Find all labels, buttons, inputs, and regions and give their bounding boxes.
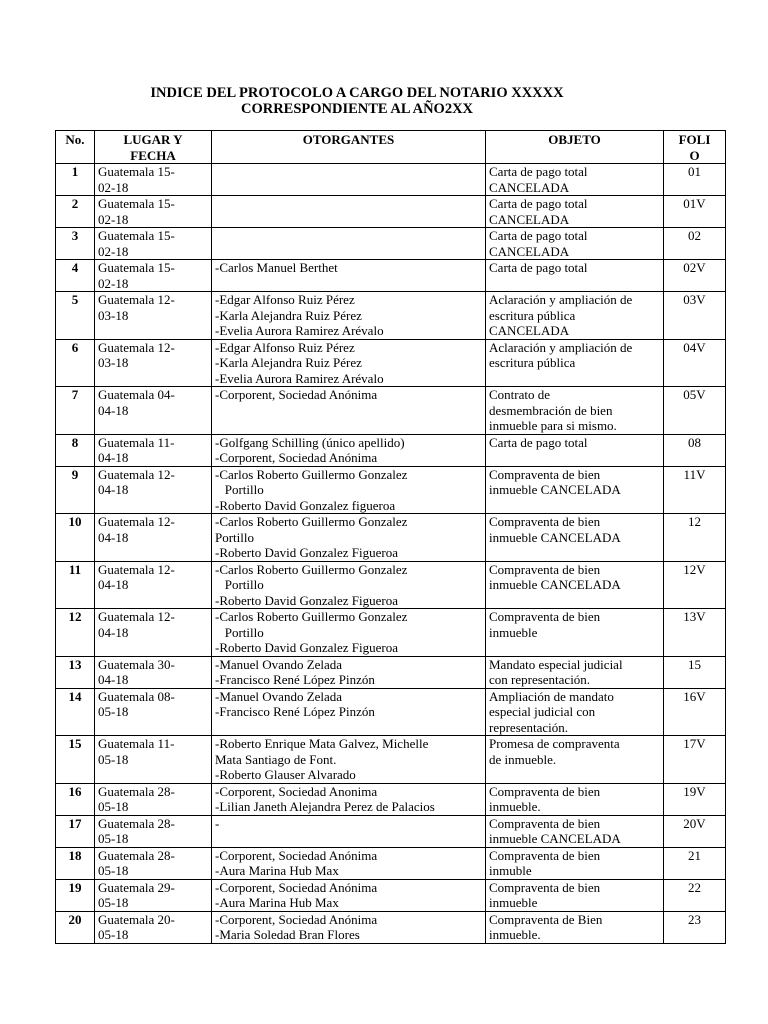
table-row — [56, 292, 726, 340]
header-fecha-line: FECHA — [130, 147, 176, 163]
cell-objeto — [486, 783, 664, 815]
cell-objeto-line: de inmueble. — [489, 751, 557, 767]
cell-objeto — [486, 736, 664, 784]
cell-objeto-line: Promesa de compraventa — [489, 736, 620, 751]
cell-no: 15 — [56, 736, 95, 784]
cell-lugar-fecha — [95, 879, 212, 911]
cell-no: 7 — [56, 387, 95, 435]
cell-objeto — [486, 609, 664, 657]
cell-objeto-line: inmueble para si mismo. — [489, 418, 617, 433]
cell-lugar-fecha — [95, 911, 212, 943]
cell-otorgantes-line: -Golfgang Schilling (único apellido) — [215, 434, 405, 450]
cell-objeto-line: inmueble — [489, 895, 538, 910]
cell-lugar-fecha — [95, 228, 212, 260]
cell-folio: 15 — [664, 656, 726, 688]
cell-otorgantes — [212, 466, 486, 514]
cell-lugar-fecha-line: 04-18 — [98, 624, 129, 640]
cell-folio: 05V — [664, 387, 726, 435]
cell-otorgantes-line: -Evelia Aurora Ramirez Arévalo — [215, 323, 384, 338]
cell-lugar-fecha-line: 05-18 — [98, 895, 129, 910]
cell-otorgantes-line: -Corporent, Sociedad Anónima — [215, 879, 378, 895]
cell-objeto-line: CANCELADA — [489, 243, 570, 259]
cell-otorgantes-line: -Carlos Roberto Guillermo Gonzalez — [215, 514, 408, 529]
cell-otorgantes — [212, 228, 486, 260]
cell-no: 13 — [56, 656, 95, 688]
cell-objeto — [486, 815, 664, 847]
table-body — [56, 164, 726, 944]
cell-objeto-line: Contrato de — [489, 387, 551, 402]
cell-otorgantes-line: -Roberto David Gonzalez Figueroa — [215, 592, 399, 608]
cell-folio: 04V — [664, 339, 726, 387]
cell-otorgantes — [212, 387, 486, 435]
cell-no: 14 — [56, 688, 95, 736]
cell-objeto-line: inmueble CANCELADA — [489, 577, 621, 592]
cell-lugar-fecha-line: Guatemala 12- — [98, 292, 175, 307]
cell-lugar-fecha — [95, 561, 212, 609]
cell-objeto-line: Compraventa de bien — [489, 466, 601, 482]
cell-no: 6 — [56, 339, 95, 387]
cell-otorgantes — [212, 783, 486, 815]
cell-objeto — [486, 879, 664, 911]
cell-objeto-line: Ampliación de mandato — [489, 688, 614, 704]
cell-otorgantes — [212, 561, 486, 609]
table-row — [56, 260, 726, 292]
header-folio-line-1: FOLI — [678, 132, 711, 147]
header-otorgantes: OTORGANTES — [212, 131, 486, 164]
cell-otorgantes — [212, 656, 486, 688]
cell-objeto-line: desmembración de bien — [489, 402, 613, 418]
table-row — [56, 847, 726, 879]
cell-lugar-fecha-line: 05-18 — [98, 831, 129, 846]
cell-objeto-line: Compraventa de bien — [489, 609, 601, 624]
cell-lugar-fecha-line: 04-18 — [98, 402, 129, 418]
header-objeto: OBJETO — [486, 131, 664, 164]
cell-otorgantes-line: -Maria Soledad Bran Flores — [215, 927, 360, 942]
cell-lugar-fecha — [95, 196, 212, 228]
cell-lugar-fecha-line: Guatemala 29- — [98, 879, 175, 895]
cell-otorgantes-line: -Roberto Enrique Mata Galvez, Michelle — [215, 736, 429, 751]
cell-folio: 12V — [664, 561, 726, 609]
cell-objeto-line: Carta de pago total — [489, 164, 588, 179]
title-line-2: CORRESPONDIENTE AL AÑO2XX — [240, 101, 474, 117]
cell-lugar-fecha-line: 03-18 — [98, 307, 129, 323]
table-row — [56, 688, 726, 736]
cell-lugar-fecha-line: Guatemala 28- — [98, 815, 175, 831]
cell-objeto-line: Compraventa de bien — [489, 514, 601, 529]
cell-otorgantes-line: -Aura Marina Hub Max — [215, 863, 339, 878]
cell-lugar-fecha — [95, 466, 212, 514]
cell-lugar-fecha-line: Guatemala 12- — [98, 609, 175, 624]
table-row — [56, 561, 726, 609]
table-row — [56, 196, 726, 228]
cell-lugar-fecha — [95, 164, 212, 196]
cell-lugar-fecha — [95, 736, 212, 784]
cell-lugar-fecha-line: 02-18 — [98, 275, 129, 291]
cell-objeto-line: inmueble. — [489, 927, 541, 942]
cell-objeto — [486, 339, 664, 387]
cell-objeto-line: Compraventa de bien — [489, 879, 601, 895]
cell-otorgantes — [212, 196, 486, 228]
header-folio — [664, 131, 726, 164]
cell-lugar-fecha-line: Guatemala 11- — [98, 434, 175, 450]
cell-otorgantes-line: -Corporent, Sociedad Anonima — [215, 783, 378, 799]
cell-folio: 08 — [664, 434, 726, 466]
cell-no: 5 — [56, 292, 95, 340]
cell-no: 11 — [56, 561, 95, 609]
cell-objeto — [486, 911, 664, 943]
table-row — [56, 609, 726, 657]
cell-otorgantes — [212, 292, 486, 340]
cell-otorgantes-line: -Corporent, Sociedad Anónima — [215, 387, 378, 402]
cell-objeto — [486, 434, 664, 466]
cell-lugar-fecha-line: Guatemala 15- — [98, 196, 175, 211]
cell-objeto-line: Mandato especial judicial — [489, 656, 623, 672]
cell-no: 2 — [56, 196, 95, 228]
cell-no: 18 — [56, 847, 95, 879]
header-row — [56, 131, 726, 164]
cell-folio: 03V — [664, 292, 726, 340]
cell-lugar-fecha-line: 05-18 — [98, 704, 129, 719]
cell-objeto-line: Compraventa de Bien — [489, 911, 603, 927]
cell-no: 1 — [56, 164, 95, 196]
cell-otorgantes-line: -Aura Marina Hub Max — [215, 895, 339, 910]
table-row — [56, 434, 726, 466]
cell-folio: 12 — [664, 514, 726, 562]
cell-otorgantes-line: -Evelia Aurora Ramirez Arévalo — [215, 370, 384, 386]
cell-otorgantes-line: -Roberto David Gonzalez figueroa — [215, 497, 396, 513]
cell-no: 17 — [56, 815, 95, 847]
cell-otorgantes — [212, 815, 486, 847]
cell-otorgantes-line: -Carlos Roberto Guillermo Gonzalez — [215, 466, 408, 482]
cell-otorgantes-line: -Carlos Manuel Berthet — [215, 260, 338, 275]
cell-objeto-line: inmueble CANCELADA — [489, 482, 621, 497]
cell-objeto-line: Compraventa de bien — [489, 783, 601, 799]
table-header — [56, 131, 726, 164]
cell-otorgantes-line: Portillo — [215, 482, 264, 497]
cell-lugar-fecha — [95, 847, 212, 879]
table-row — [56, 228, 726, 260]
cell-folio: 17V — [664, 736, 726, 784]
cell-objeto — [486, 466, 664, 514]
cell-otorgantes-line: Mata Santiago de Font. — [215, 751, 337, 767]
cell-lugar-fecha-line: 02-18 — [98, 179, 129, 195]
cell-objeto — [486, 847, 664, 879]
cell-folio: 01 — [664, 164, 726, 196]
cell-otorgantes-line: -Carlos Roberto Guillermo Gonzalez — [215, 609, 408, 624]
cell-lugar-fecha — [95, 387, 212, 435]
cell-lugar-fecha-line: Guatemala 04- — [98, 387, 175, 402]
cell-lugar-fecha-line: 04-18 — [98, 672, 129, 687]
cell-otorgantes-line: -Corporent, Sociedad Anónima — [215, 450, 378, 465]
cell-lugar-fecha-line: 02-18 — [98, 243, 129, 259]
cell-objeto-line: con representación. — [489, 672, 591, 687]
cell-objeto — [486, 656, 664, 688]
cell-objeto-line: Carta de pago total — [489, 228, 588, 243]
cell-no: 4 — [56, 260, 95, 292]
cell-otorgantes-line: -Manuel Ovando Zelada — [215, 688, 343, 704]
cell-lugar-fecha-line: 05-18 — [98, 863, 129, 878]
cell-lugar-fecha-line: Guatemala 30- — [98, 656, 175, 672]
cell-objeto — [486, 387, 664, 435]
cell-folio: 23 — [664, 911, 726, 943]
cell-lugar-fecha — [95, 292, 212, 340]
table-row — [56, 783, 726, 815]
cell-otorgantes-line: -Manuel Ovando Zelada — [215, 656, 343, 672]
table-row — [56, 387, 726, 435]
cell-lugar-fecha — [95, 656, 212, 688]
cell-no: 10 — [56, 514, 95, 562]
cell-otorgantes — [212, 339, 486, 387]
cell-objeto-line: escritura pública — [489, 307, 576, 323]
cell-objeto-line: Aclaración y ampliación de — [489, 292, 633, 307]
cell-lugar-fecha-line: 04-18 — [98, 577, 129, 592]
cell-lugar-fecha-line: 02-18 — [98, 211, 129, 227]
cell-lugar-fecha-line: Guatemala 15- — [98, 164, 175, 179]
cell-lugar-fecha-line: Guatemala 12- — [98, 466, 175, 482]
cell-otorgantes-line: -Edgar Alfonso Ruiz Pérez — [215, 339, 355, 355]
table-row — [56, 466, 726, 514]
cell-objeto-line: inmueble — [489, 624, 538, 640]
cell-objeto-line: Carta de pago total — [489, 434, 588, 450]
cell-otorgantes-line: -Karla Alejandra Ruiz Pérez — [215, 307, 362, 323]
cell-lugar-fecha-line: Guatemala 12- — [98, 339, 175, 355]
cell-otorgantes — [212, 609, 486, 657]
cell-no: 9 — [56, 466, 95, 514]
cell-otorgantes — [212, 736, 486, 784]
cell-no: 16 — [56, 783, 95, 815]
header-lugar-fecha — [95, 131, 212, 164]
cell-lugar-fecha — [95, 688, 212, 736]
cell-otorgantes-line: -Roberto Glauser Alvarado — [215, 767, 356, 782]
cell-otorgantes-line: -Francisco René López Pinzón — [215, 704, 375, 719]
cell-objeto-line: Carta de pago total — [489, 196, 588, 211]
cell-objeto-line: Compraventa de bien — [489, 847, 601, 863]
table-row — [56, 911, 726, 943]
cell-no: 12 — [56, 609, 95, 657]
cell-lugar-fecha-line: Guatemala 28- — [98, 847, 175, 863]
cell-lugar-fecha-line: Guatemala 15- — [98, 228, 175, 243]
cell-folio: 16V — [664, 688, 726, 736]
cell-otorgantes-line: -Roberto David Gonzalez Figueroa — [215, 545, 399, 560]
cell-otorgantes-line: -Karla Alejandra Ruiz Pérez — [215, 355, 362, 370]
cell-no: 19 — [56, 879, 95, 911]
cell-lugar-fecha-line: 05-18 — [98, 927, 129, 942]
cell-objeto — [486, 561, 664, 609]
cell-objeto-line: escritura pública — [489, 355, 576, 370]
cell-lugar-fecha-line: Guatemala 20- — [98, 911, 175, 927]
cell-otorgantes-line: Portillo — [215, 624, 264, 640]
table-row — [56, 656, 726, 688]
cell-lugar-fecha — [95, 815, 212, 847]
cell-otorgantes-line: -Francisco René López Pinzón — [215, 672, 375, 687]
cell-lugar-fecha — [95, 609, 212, 657]
table-row — [56, 879, 726, 911]
cell-no: 3 — [56, 228, 95, 260]
cell-folio: 13V — [664, 609, 726, 657]
cell-otorgantes-line: -Edgar Alfonso Ruiz Pérez — [215, 292, 355, 307]
cell-otorgantes-line: -Carlos Roberto Guillermo Gonzalez — [215, 561, 408, 577]
cell-folio: 20V — [664, 815, 726, 847]
table-row — [56, 339, 726, 387]
cell-lugar-fecha-line: Guatemala 11- — [98, 736, 175, 751]
document-title — [0, 85, 714, 117]
table-row — [56, 815, 726, 847]
cell-lugar-fecha — [95, 339, 212, 387]
cell-objeto-line: Carta de pago total — [489, 260, 588, 275]
cell-otorgantes — [212, 879, 486, 911]
cell-lugar-fecha-line: 03-18 — [98, 355, 129, 370]
cell-objeto — [486, 514, 664, 562]
cell-otorgantes — [212, 164, 486, 196]
cell-objeto-line: inmueble. — [489, 799, 541, 814]
cell-lugar-fecha-line: 04-18 — [98, 529, 129, 545]
table-row — [56, 514, 726, 562]
cell-lugar-fecha-line: 04-18 — [98, 482, 129, 497]
cell-otorgantes — [212, 688, 486, 736]
cell-folio: 11V — [664, 466, 726, 514]
cell-lugar-fecha-line: Guatemala 12- — [98, 514, 175, 529]
cell-otorgantes — [212, 514, 486, 562]
cell-objeto-line: especial judicial con — [489, 704, 596, 719]
cell-lugar-fecha-line: 05-18 — [98, 751, 129, 767]
cell-folio: 01V — [664, 196, 726, 228]
cell-lugar-fecha — [95, 514, 212, 562]
cell-lugar-fecha-line: Guatemala 12- — [98, 561, 175, 577]
cell-objeto-line: CANCELADA — [489, 323, 570, 338]
cell-objeto — [486, 228, 664, 260]
header-folio-line-2: O — [689, 147, 700, 163]
cell-otorgantes-line: - — [215, 815, 220, 831]
cell-lugar-fecha — [95, 434, 212, 466]
cell-objeto-line: inmuble — [489, 863, 532, 878]
cell-folio: 02V — [664, 260, 726, 292]
cell-lugar-fecha-line: Guatemala 15- — [98, 260, 175, 275]
cell-objeto-line: CANCELADA — [489, 211, 570, 227]
cell-folio: 02 — [664, 228, 726, 260]
cell-objeto-line: representación. — [489, 719, 569, 735]
cell-otorgantes — [212, 911, 486, 943]
cell-objeto — [486, 164, 664, 196]
cell-folio: 22 — [664, 879, 726, 911]
cell-otorgantes — [212, 260, 486, 292]
cell-otorgantes-line: -Roberto David Gonzalez Figueroa — [215, 640, 399, 655]
cell-folio: 21 — [664, 847, 726, 879]
cell-objeto — [486, 292, 664, 340]
cell-objeto-line: inmueble CANCELADA — [489, 831, 621, 846]
cell-otorgantes-line: -Corporent, Sociedad Anónima — [215, 911, 378, 927]
cell-objeto-line: inmueble CANCELADA — [489, 529, 621, 545]
cell-otorgantes-line: Portillo — [215, 577, 264, 592]
cell-otorgantes — [212, 847, 486, 879]
header-lugar-line: LUGAR Y — [123, 132, 183, 147]
cell-otorgantes-line: -Corporent, Sociedad Anónima — [215, 847, 378, 863]
cell-objeto-line: Compraventa de bien — [489, 561, 601, 577]
cell-otorgantes — [212, 434, 486, 466]
cell-objeto — [486, 196, 664, 228]
cell-lugar-fecha-line: 04-18 — [98, 450, 129, 465]
title-line-1: INDICE DEL PROTOCOLO A CARGO DEL NOTARIO XXXXX — [150, 85, 564, 101]
cell-lugar-fecha-line: 05-18 — [98, 799, 129, 814]
cell-folio: 19V — [664, 783, 726, 815]
cell-no: 8 — [56, 434, 95, 466]
cell-no: 20 — [56, 911, 95, 943]
cell-otorgantes-line: -Lilian Janeth Alejandra Perez de Palacios — [215, 799, 435, 814]
cell-objeto-line: Aclaración y ampliación de — [489, 339, 633, 355]
header-no: No. — [56, 131, 95, 164]
cell-lugar-fecha-line: Guatemala 08- — [98, 688, 175, 704]
cell-objeto-line: Compraventa de bien — [489, 815, 601, 831]
table-row — [56, 164, 726, 196]
cell-otorgantes-line: Portillo — [215, 529, 255, 545]
cell-lugar-fecha-line: Guatemala 28- — [98, 783, 175, 799]
cell-lugar-fecha — [95, 260, 212, 292]
cell-objeto-line: CANCELADA — [489, 179, 570, 195]
protocol-index-table — [55, 130, 726, 944]
cell-objeto — [486, 688, 664, 736]
table-row — [56, 736, 726, 784]
cell-lugar-fecha — [95, 783, 212, 815]
cell-objeto — [486, 260, 664, 292]
